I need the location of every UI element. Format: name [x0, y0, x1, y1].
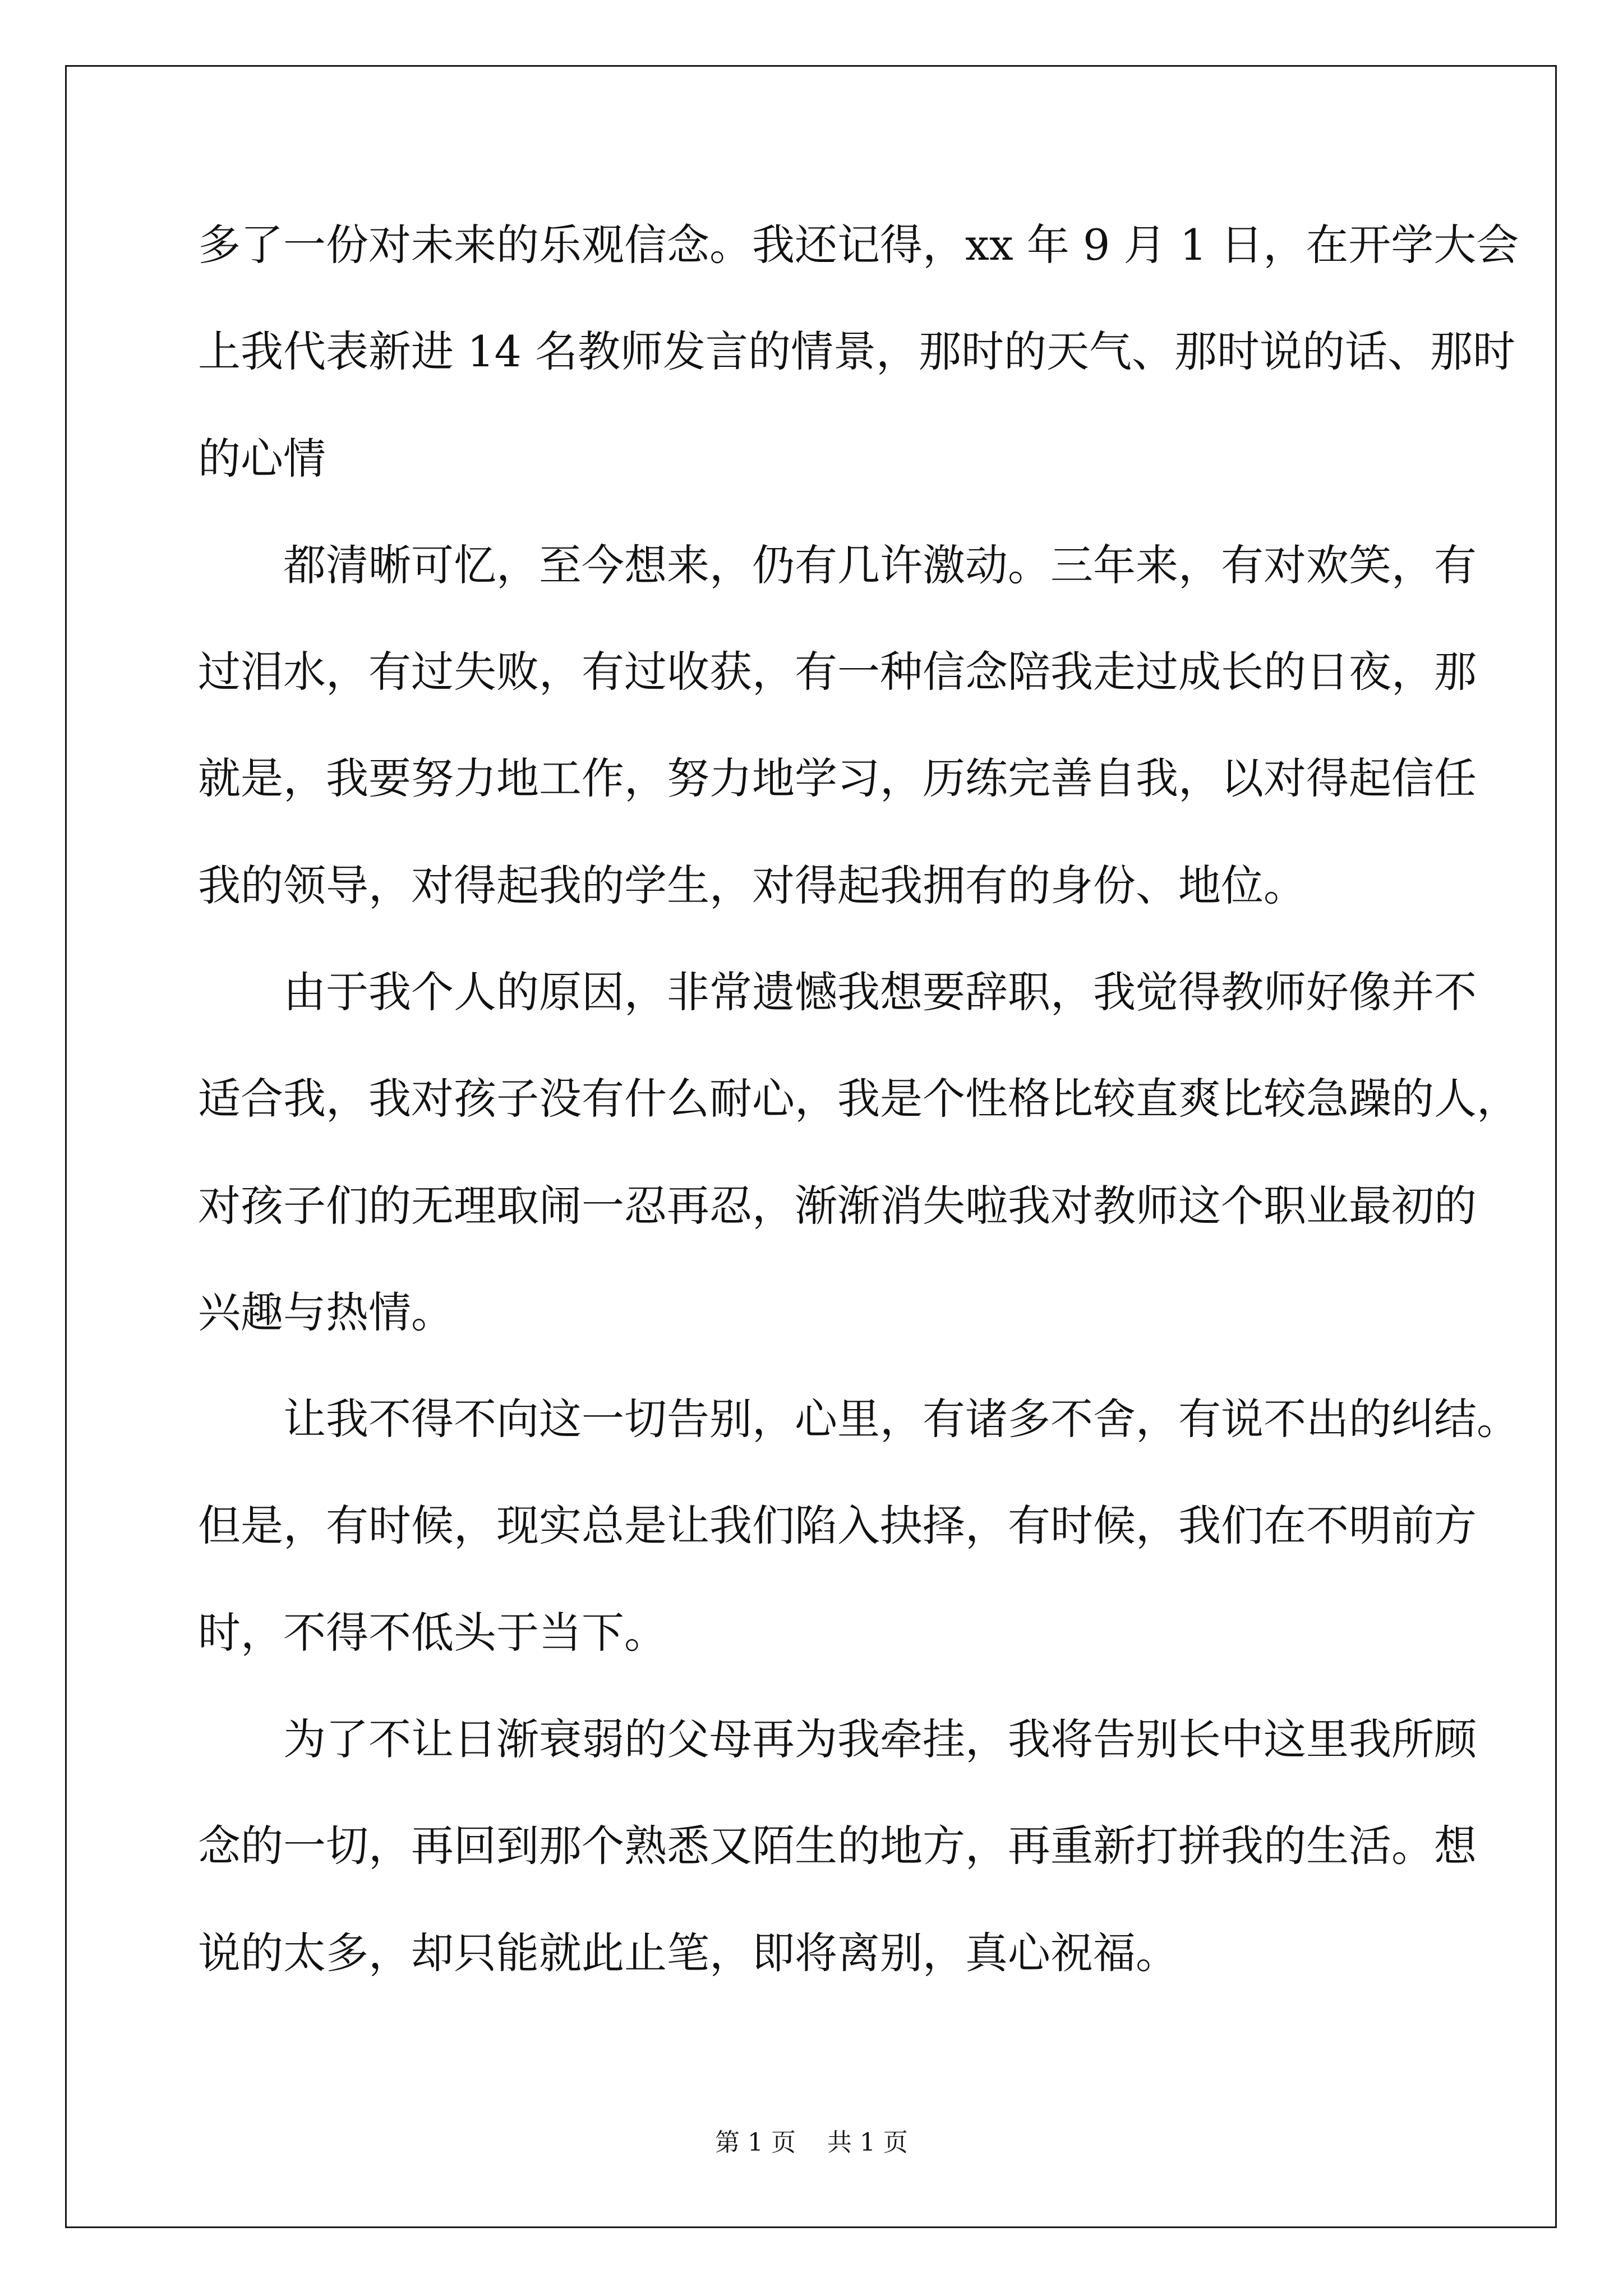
text-line: 说的太多，却只能就此止笔，即将离别，真心祝福。 [198, 1928, 1178, 1978]
page-number-footer: 第 1 页 共 1 页 [715, 2128, 908, 2157]
text-line: 兴趣与热情。 [198, 1287, 454, 1337]
text-line: 的心情 [198, 434, 326, 484]
text-line: 时，不得不低头于当下。 [198, 1608, 667, 1658]
page-border [65, 65, 1557, 2228]
text-line: 但是，有时候，现实总是让我们陷入抉择，有时候，我们在不明前方 [198, 1501, 1477, 1550]
paragraph-first-line: 由于我个人的原因，非常遗憾我想要辞职，我觉得教师好像并不 [283, 967, 1477, 1017]
paragraph-first-line: 为了不让日渐衰弱的父母再为我牵挂，我将告别长中这里我所顾 [283, 1714, 1477, 1764]
text-line: 念的一切，再回到那个熟悉又陌生的地方，再重新打拼我的生活。想 [198, 1821, 1477, 1871]
text-line: 上我代表新进 14 名教师发言的情景，那时的天气、那时说的话、那时 [198, 326, 1516, 376]
text-line: 过泪水，有过失败，有过收获，有一种信念陪我走过成长的日夜，那 [198, 647, 1477, 697]
paragraph-first-line: 让我不得不向这一切告别，心里，有诸多不舍，有说不出的纠结。 [283, 1394, 1519, 1444]
text-line: 我的领导，对得起我的学生，对得起我拥有的身份、地位。 [198, 861, 1306, 910]
text-line: 多了一份对未来的乐观信念。我还记得，xx 年 9 月 1 日，在开学大会 [198, 220, 1519, 270]
text-line: 对孩子们的无理取闹一忍再忍，渐渐消失啦我对教师这个职业最初的 [198, 1181, 1477, 1231]
text-line: 就是，我要努力地工作，努力地学习，历练完善自我，以对得起信任 [198, 753, 1477, 803]
paragraph-first-line: 都清晰可忆，至今想来，仍有几许激动。三年来，有对欢笑，有 [283, 540, 1477, 590]
text-line: 适合我，我对孩子没有什么耐心，我是个性格比较直爽比较急躁的人， [198, 1074, 1519, 1124]
